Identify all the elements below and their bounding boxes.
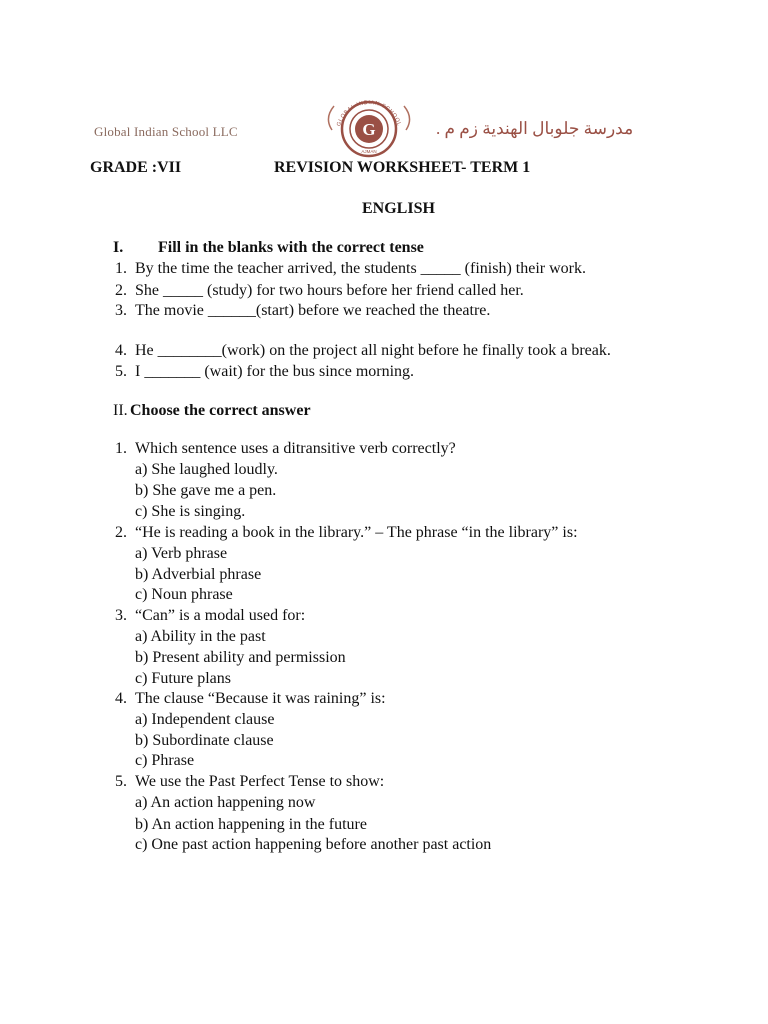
question-text: “He is reading a book in the library.” – The phrase “in the library” is: bbox=[135, 524, 578, 541]
school-name-english: Global Indian School LLC bbox=[94, 124, 238, 139]
question-text: Which sentence uses a ditransitive verb correctly? bbox=[135, 440, 456, 457]
answer-option: a) Ability in the past bbox=[135, 628, 266, 645]
school-name-arabic: مدرسة جلوبال الهندية زم م . bbox=[436, 119, 634, 138]
answer-option: b) An action happening in the future bbox=[135, 816, 367, 833]
question-number: 5. bbox=[115, 773, 127, 790]
school-logo-icon bbox=[310, 100, 428, 158]
grade-label: GRADE :VII bbox=[90, 159, 182, 176]
worksheet-title: REVISION WORKSHEET- TERM 1 bbox=[274, 159, 531, 176]
item-number: 2. bbox=[115, 282, 127, 299]
logo-arc-text: GLOBAL INDIAN SCHOOL bbox=[336, 100, 402, 128]
answer-option: b) Present ability and permission bbox=[135, 649, 346, 666]
answer-option: c) She is singing. bbox=[135, 503, 246, 520]
answer-option: c) Phrase bbox=[135, 752, 195, 769]
question-number: 2. bbox=[115, 524, 127, 541]
item-number: 3. bbox=[115, 302, 127, 319]
item-number: 1. bbox=[115, 260, 127, 277]
fill-blank-item: She _____ (study) for two hours before her friend called her. bbox=[135, 282, 524, 299]
section-1-numeral: I. bbox=[113, 239, 124, 256]
answer-option: a) An action happening now bbox=[135, 794, 316, 811]
question-text: The clause “Because it was raining” is: bbox=[135, 690, 386, 707]
fill-blank-item: He ________(work) on the project all night before he finally took a break. bbox=[135, 342, 611, 359]
logo-bottom-text: AJMAN bbox=[361, 149, 377, 154]
question-number: 4. bbox=[115, 690, 127, 707]
question-number: 3. bbox=[115, 607, 127, 624]
fill-blank-item: By the time the teacher arrived, the students _____ (finish) their work. bbox=[135, 260, 586, 277]
logo-letter: G bbox=[362, 120, 376, 139]
item-number: 5. bbox=[115, 363, 127, 380]
section-1-heading: Fill in the blanks with the correct tense bbox=[158, 239, 424, 256]
question-text: We use the Past Perfect Tense to show: bbox=[135, 773, 385, 790]
item-number: 4. bbox=[115, 342, 127, 359]
answer-option: a) Verb phrase bbox=[135, 545, 228, 562]
answer-option: a) Independent clause bbox=[135, 711, 275, 728]
question-text: “Can” is a modal used for: bbox=[135, 607, 306, 624]
answer-option: b) Subordinate clause bbox=[135, 732, 274, 749]
answer-option: b) Adverbial phrase bbox=[135, 566, 262, 583]
question-number: 1. bbox=[115, 440, 127, 457]
answer-option: c) Future plans bbox=[135, 670, 231, 687]
section-2-numeral: II. bbox=[113, 402, 128, 419]
answer-option: c) Noun phrase bbox=[135, 586, 233, 603]
answer-option: a) She laughed loudly. bbox=[135, 461, 278, 478]
answer-option: b) She gave me a pen. bbox=[135, 482, 277, 499]
subject-title: ENGLISH bbox=[362, 200, 435, 217]
section-2-heading: Choose the correct answer bbox=[130, 402, 311, 419]
fill-blank-item: The movie ______(start) before we reached the theatre. bbox=[135, 302, 491, 319]
answer-option: c) One past action happening before another past action bbox=[135, 836, 492, 853]
fill-blank-item: I _______ (wait) for the bus since morning. bbox=[135, 363, 415, 380]
